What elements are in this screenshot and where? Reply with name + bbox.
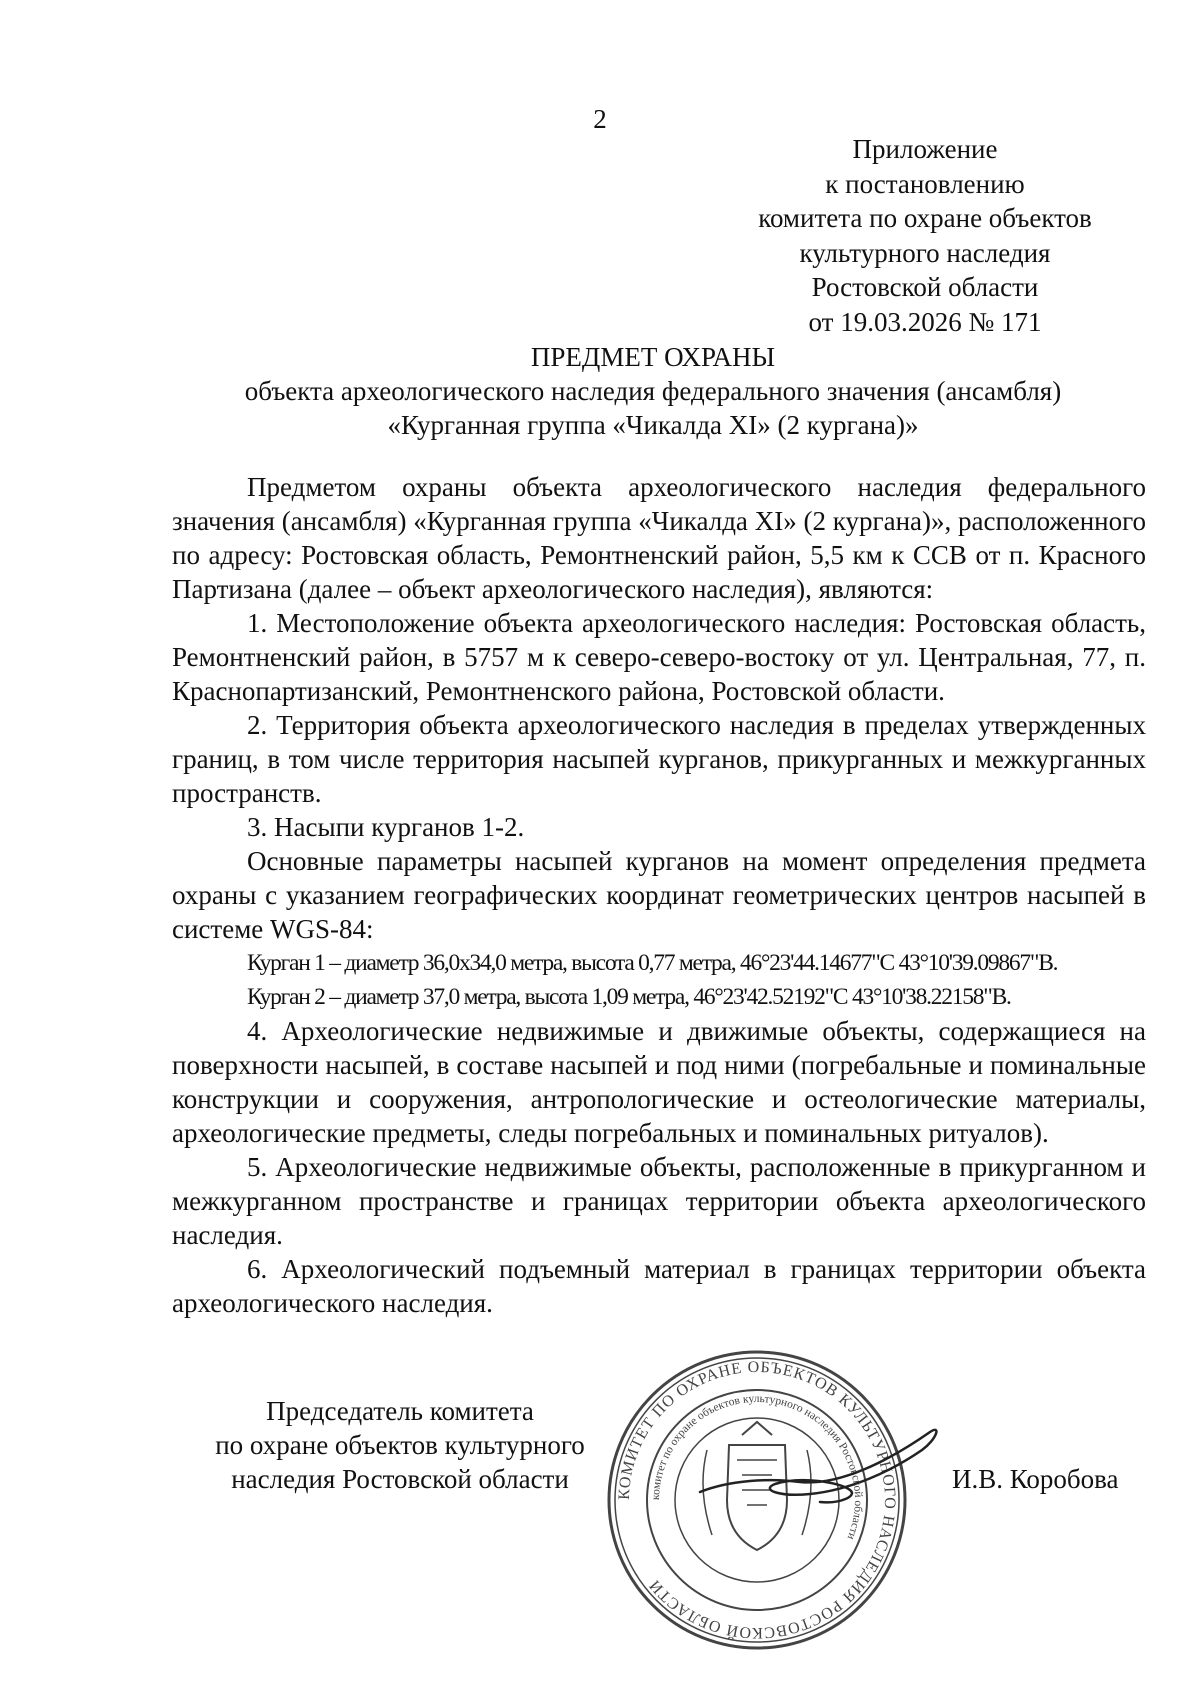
seal-outer-text: КОМИТЕТ ПО ОХРАНЕ ОБЪЕКТОВ КУЛЬТУРНОГО НАСЛЕДИЯ РОСТОВСКОЙ ОБЛАСТИ: [615, 1358, 899, 1642]
appendix-line: Приложение: [852, 134, 998, 164]
signatory-position-line: наследия Ростовской области: [231, 1464, 569, 1494]
item-1-paragraph: 1. Местоположение объекта археологического наследия: Ростовская область, Ремонтненский район, в 5757 м к северо-северо-востоку от ул. Центральная, 77, п. Краснопартизанский, Ремонтненского района, Ростовской области.: [172, 608, 1146, 706]
item-5-paragraph: 5. Археологические недвижимые объекты, расположенные в прикурганном и межкурганном пространстве и границах территории объекта археологического наследия.: [172, 1152, 1146, 1250]
appendix-line: к постановлению: [825, 168, 1025, 199]
title-subtitle-line: объекта археологического наследия федерального значения (ансамбля): [244, 376, 1062, 406]
item-4-paragraph: 4. Археологические недвижимые и движимые объекты, содержащиеся на поверхности насыпей, в составе насыпей и под ними (погребальные и поминальные конструкции и сооружения, антропологические и остеологические материалы, археологические предметы, следы погребальных и поминальных ритуалов).: [172, 1016, 1146, 1148]
item-6-paragraph: 6. Археологический подъемный материал в границах территории объекта археологического наследия.: [172, 1254, 1146, 1318]
item-3-paragraph: 3. Насыпи курганов 1-2.: [247, 812, 525, 842]
item-2-paragraph: 2. Территория объекта археологического наследия в пределах утвержденных границ, в том числе территория насыпей курганов, прикурганных и межкурганных пространств.: [172, 710, 1146, 808]
page-number: 2: [593, 104, 607, 134]
appendix-line: Ростовской области: [811, 272, 1039, 302]
signatory-position-line: Председатель комитета: [266, 1396, 534, 1426]
parameters-paragraph: Основные параметры насыпей курганов на момент определения предмета охраны с указанием географических координат геометрических центров насыпей в системе WGS-84:: [172, 846, 1146, 944]
appendix-line: комитета по охране объектов: [758, 203, 1092, 233]
signatory-position-line: по охране объектов культурного: [215, 1430, 585, 1460]
signatory-position: [190, 1394, 610, 1496]
appendix-line: культурного наследия: [799, 237, 1051, 268]
document-body: [172, 470, 1146, 1320]
title-heading: ПРЕДМЕТ ОХРАНЫ: [530, 342, 776, 372]
intro-paragraph: Предметом охраны объекта археологического наследия федерального значения (ансамбля) «Курганная группа «Чикалда XI» (2 кургана)», расположенного по адресу: Ростовская область, Ремонтненский район, 5,5 км к ССВ от п. Красного Партизана (далее – объект археологического наследия), являются:: [172, 472, 1146, 604]
appendix-header: [740, 132, 1110, 339]
kurgan-1-coordinates: Курган 1 – диаметр 36,0х34,0 метра, высота 0,77 метра, 46°23'44.14677"С 43°10'39.09867"В.: [247, 950, 1058, 976]
handwritten-signature-icon: [690, 1420, 950, 1520]
kurgan-2-coordinates: Курган 2 – диаметр 37,0 метра, высота 1,09 метра, 46°23'42.52192"С 43°10'38.22158"В.: [247, 984, 1011, 1010]
signatory-name: И.В. Коробова: [952, 1464, 1119, 1494]
seal-inner-text: комитет по охране объектов культурного наследия Ростовской области: [649, 1392, 865, 1542]
title-subtitle-line: «Курганная группа «Чикалда XI» (2 кургана)»: [387, 410, 919, 440]
appendix-line: от 19.03.2026 № 171: [808, 306, 1042, 337]
document-title: [160, 340, 1146, 442]
